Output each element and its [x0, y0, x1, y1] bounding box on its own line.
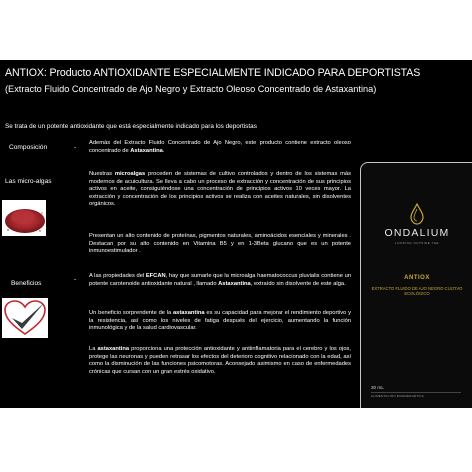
benefits-paragraph-1: A las propiedades del EFCAN, hay que sumarle que la microalga haematococcus pluvialis contiene un potente carotenoide antioxidante natural , llamado Astaxantina, extraído sin disolvente de este alga.: [89, 273, 351, 287]
product-bottle: [360, 162, 472, 408]
bottle-volume: 30 mL: [371, 385, 384, 390]
microalgae-paragraph-2: Presentan un alto contenido de proteínas, pigmentos naturales, aminoácidos esenciales y minerales . Destacan por su alto contenido en Vitamina B5 y en 1-3Beta glucano que es un potente inmunoestimulador .: [89, 233, 351, 255]
benefits-paragraph-3: La astaxantina proporciona una protección antioxidante y antiinflamatoria para el cerebro y los ojos, protege las neuronas y pueden retrasar los efectos del deterioro cognitivo relacionado con la edad, así como la disminución de las funciones psicomotoras. Aconsejado asimismo en caso de enfermedades crónicas que cursan con un gran estrés oxidativo.: [89, 346, 351, 375]
composition-text: Además del Extracto Fluido Concentrado de Ajo Negro, este producto contiene extracto oleoso concentrado de Astaxantina.: [89, 140, 351, 154]
bottle-product-name: ANTIOX: [404, 275, 430, 281]
page-subtitle: (Extracto Fluido Concentrado de Ajo Negro y Extracto Oleoso Concentrado de Astaxantina): [5, 84, 377, 94]
heart-check-icon: [2, 298, 48, 338]
benefits-dash: -: [74, 276, 77, 283]
bottle-brand: ONDALIUM: [384, 227, 450, 239]
drop-icon: [409, 203, 425, 225]
composition-label: Composición: [9, 144, 48, 151]
bottle-food-label: ALIMENTACIÓN BIOENERGÉTICA: [371, 394, 424, 398]
composition-dash: -: [74, 144, 77, 151]
red-powder-icon: [2, 200, 46, 236]
benefits-paragraph-2: Un beneficio sorprendente de la astaxantina es su capacidad para mejorar el rendimiento deportivo y la resistencia, así como los niveles de fatiga después del ejercicio, aumentando la función inmunológica y de la salud cardiovascular.: [89, 310, 351, 332]
benefits-label: Beneficios: [11, 280, 42, 287]
page-title: ANTIOX: Producto ANTIOXIDANTE ESPECIALMENTE INDICADO PARA DEPORTISTAS: [5, 67, 421, 79]
microalgae-paragraph-1: Nuestras microalgas proceden de sistemas de cultivo controlados y dentro de los sistemas más modernos de acuicultura. Se lleva a cabo un proceso de extracción y concentración de sus principios activos en aceite, consiguiéndose una concentración de principios activos 10 veces mayor. La extracción y concentración de los principios activos se realiza con aceites naturales, sin disolventes orgánicos.: [89, 171, 352, 208]
product-info-panel: [0, 60, 472, 408]
microalgae-label: Las micro-algas: [5, 178, 52, 185]
bottle-tagline: LOOKING OUTSIDE THE: [394, 241, 440, 245]
intro-text: Se trata de un potente antioxidante que está especialmente indicado para los deportistas: [5, 123, 257, 130]
bottle-description: EXTRACTO FLUIDO DE AJO NEGRO CULTIVO ECOLÓGICO: [371, 286, 463, 297]
bottle-divider: [371, 392, 461, 393]
